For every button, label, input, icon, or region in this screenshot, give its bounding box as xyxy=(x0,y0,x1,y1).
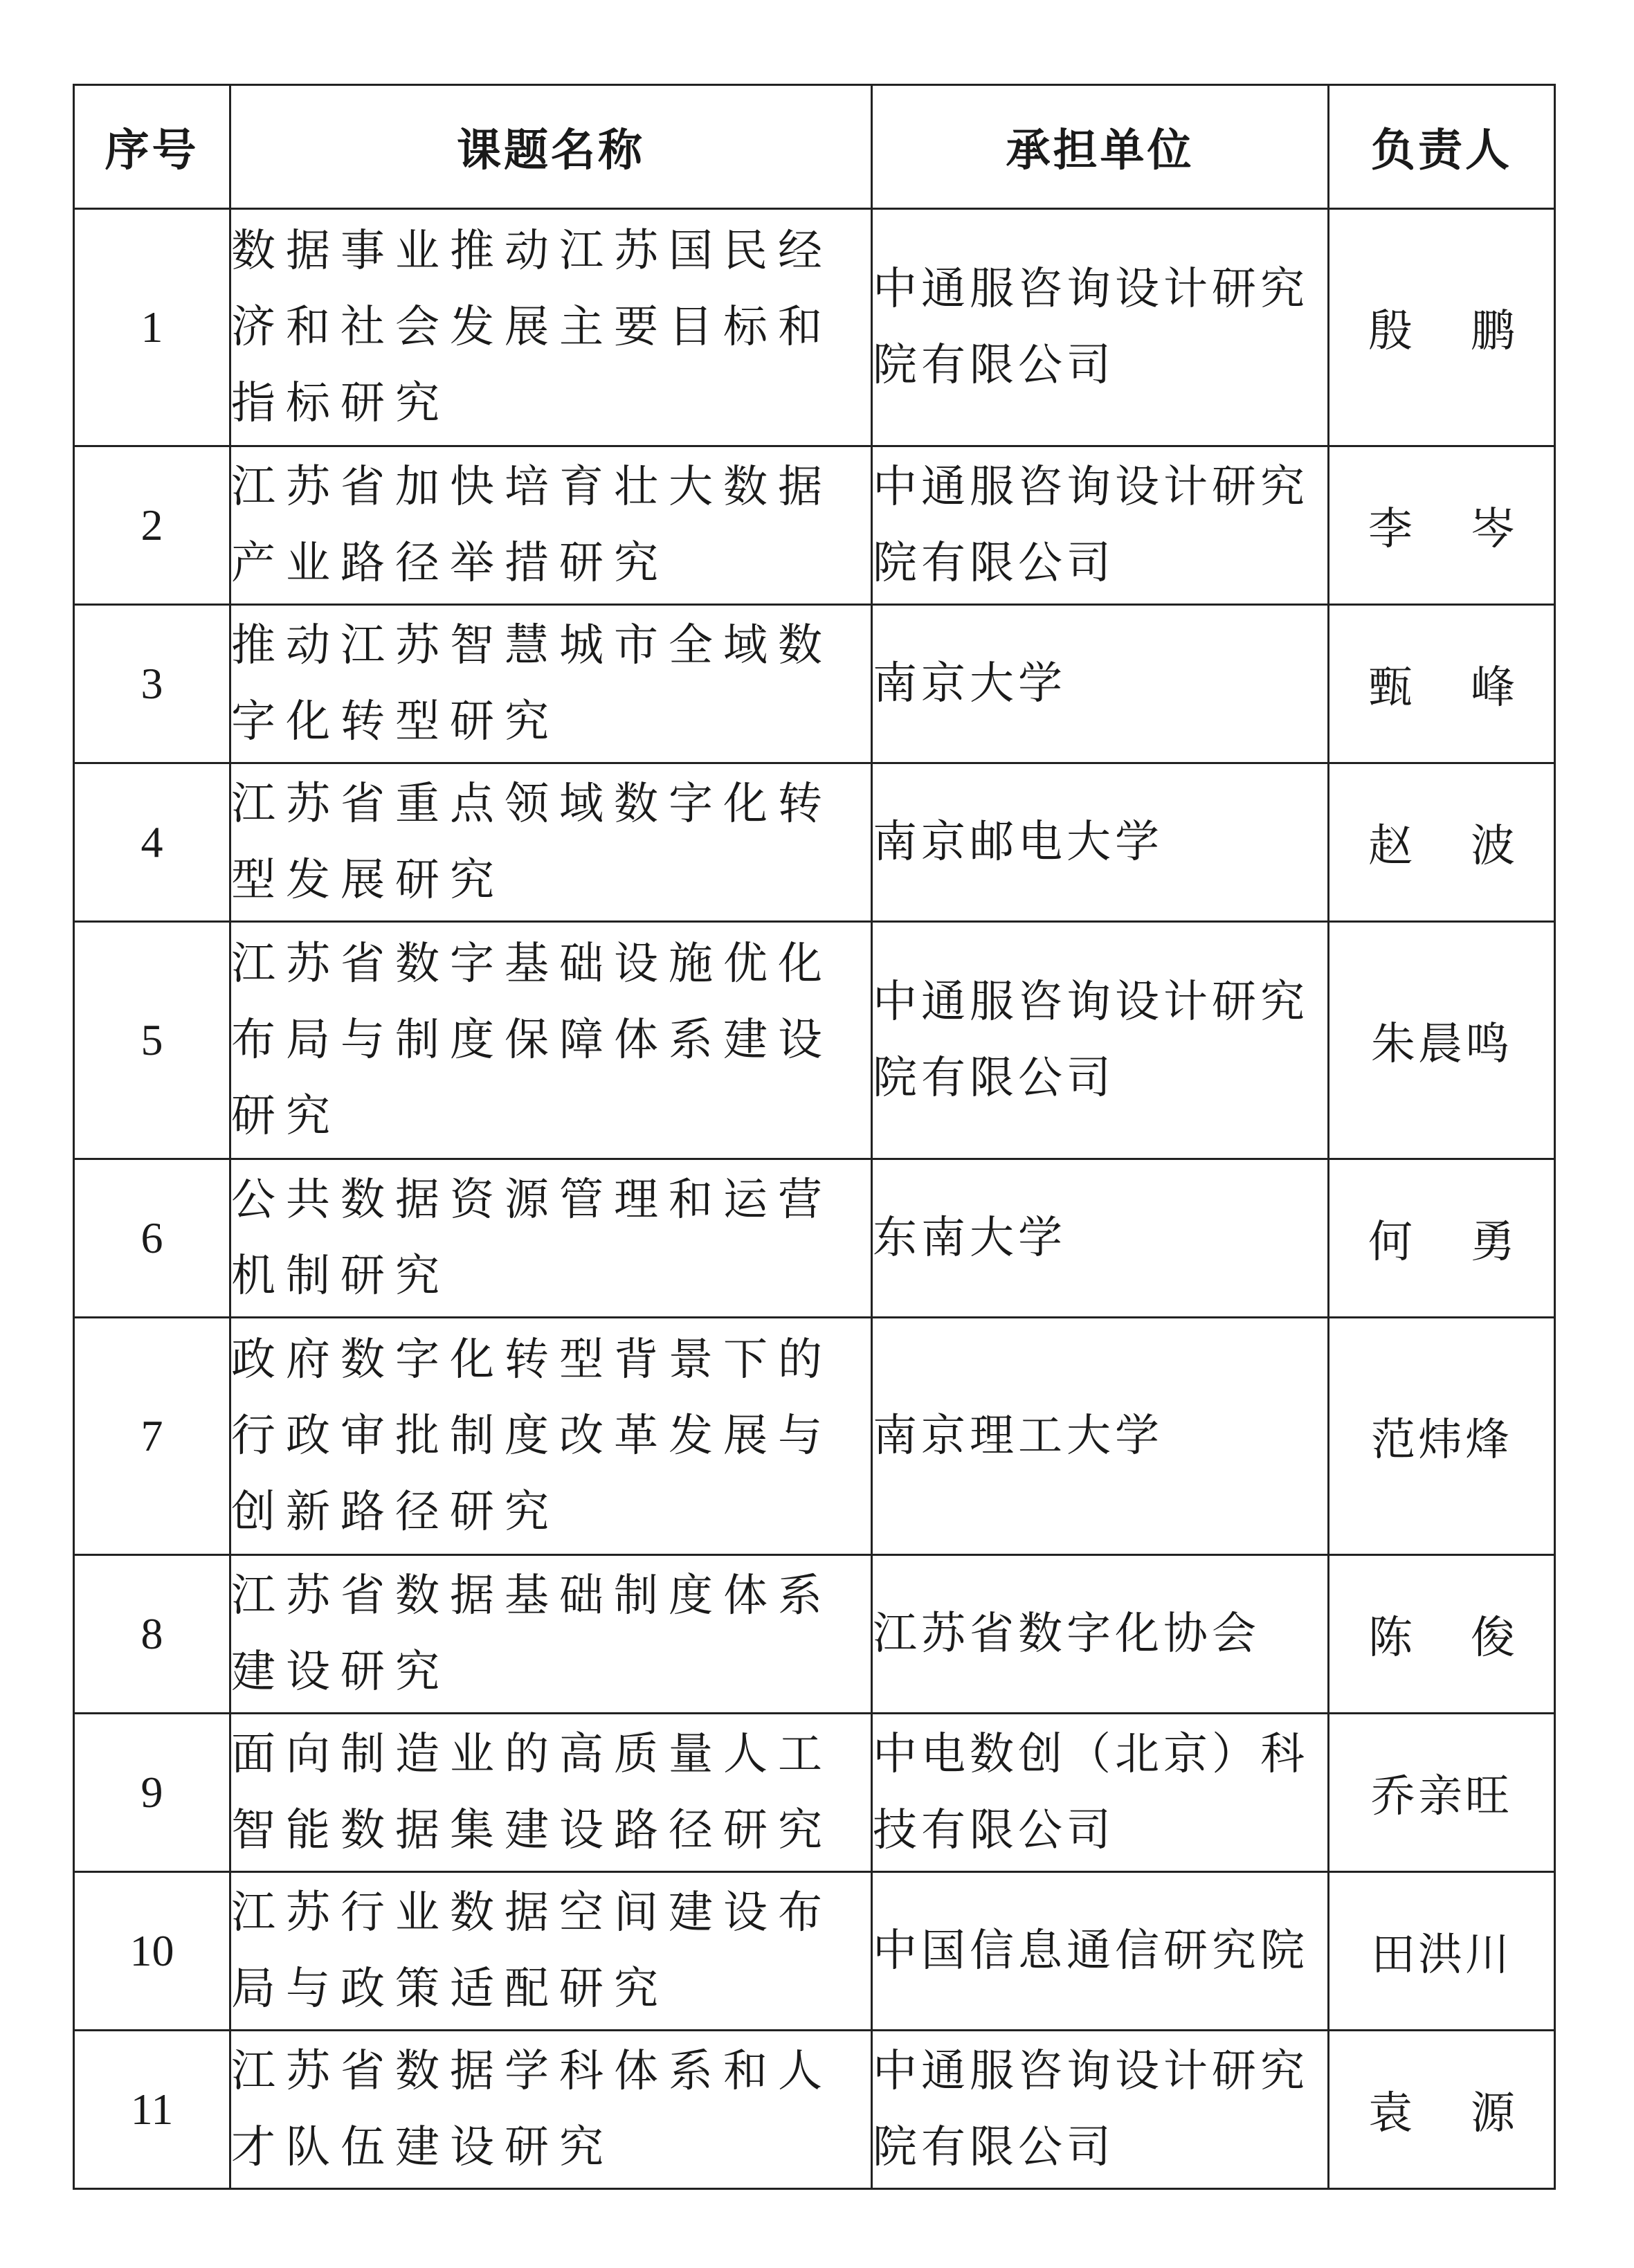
row-unit: 南京理工大学 xyxy=(872,1318,1329,1555)
row-title: 推动江苏智慧城市全域数字化转型研究 xyxy=(230,605,872,763)
row-title: 江苏省数据基础制度体系建设研究 xyxy=(230,1555,872,1714)
row-unit: 南京邮电大学 xyxy=(872,763,1329,922)
table-row xyxy=(74,209,1555,446)
table-row xyxy=(74,1318,1555,1555)
row-title: 江苏省数据学科体系和人才队伍建设研究 xyxy=(230,2031,872,2189)
row-unit: 中通服咨询设计研究院有限公司 xyxy=(872,2031,1329,2189)
row-person: 赵波 xyxy=(1368,821,1573,872)
row-unit: 中通服咨询设计研究院有限公司 xyxy=(872,209,1329,446)
row-index: 9 xyxy=(74,1714,230,1872)
row-index: 8 xyxy=(74,1555,230,1714)
row-title: 公共数据资源管理和运营机制研究 xyxy=(230,1159,872,1318)
row-title: 数据事业推动江苏国民经济和社会发展主要目标和指标研究 xyxy=(230,209,872,446)
row-index: 10 xyxy=(74,1872,230,2031)
project-table xyxy=(73,84,1573,2190)
row-person-cell xyxy=(1329,1872,1555,2031)
row-person-cell xyxy=(1329,2031,1573,2189)
row-person-cell xyxy=(1329,763,1573,922)
row-title: 面向制造业的高质量人工智能数据集建设路径研究 xyxy=(230,1714,872,1872)
row-index: 5 xyxy=(74,922,230,1159)
row-person-cell xyxy=(1329,922,1555,1159)
row-person-cell xyxy=(1329,1318,1555,1555)
row-person: 殷鹏 xyxy=(1368,306,1573,357)
table-header-row xyxy=(74,85,1555,209)
row-person: 乔亲旺 xyxy=(1371,1771,1512,1822)
row-person-cell xyxy=(1329,1714,1555,1872)
table-row xyxy=(74,1714,1555,1872)
row-unit: 中通服咨询设计研究院有限公司 xyxy=(872,922,1329,1159)
table-row xyxy=(74,763,1555,922)
row-title: 江苏行业数据空间建设布局与政策适配研究 xyxy=(230,1872,872,2031)
row-index: 7 xyxy=(74,1318,230,1555)
row-unit: 南京大学 xyxy=(872,605,1329,763)
row-person: 李岑 xyxy=(1368,504,1573,555)
row-unit: 东南大学 xyxy=(872,1159,1329,1318)
table-row xyxy=(74,922,1555,1159)
row-title: 政府数字化转型背景下的行政审批制度改革发展与创新路径研究 xyxy=(230,1318,872,1555)
row-index: 3 xyxy=(74,605,230,763)
table-row xyxy=(74,1159,1555,1318)
table-row xyxy=(74,1555,1555,1714)
header-unit: 承担单位 xyxy=(872,85,1329,209)
row-index: 2 xyxy=(74,446,230,605)
row-index: 4 xyxy=(74,763,230,922)
row-unit: 中国信息通信研究院 xyxy=(872,1872,1329,2031)
row-title: 江苏省加快培育壮大数据产业路径举措研究 xyxy=(230,446,872,605)
row-unit: 中通服咨询设计研究院有限公司 xyxy=(872,446,1329,605)
row-person: 陈俊 xyxy=(1368,1613,1573,1664)
row-person: 甄峰 xyxy=(1368,662,1573,714)
row-person: 袁源 xyxy=(1368,2088,1573,2139)
row-person: 何勇 xyxy=(1368,1217,1573,1268)
row-unit: 中电数创（北京）科技有限公司 xyxy=(872,1714,1329,1872)
row-person-cell xyxy=(1329,1159,1573,1318)
row-person-cell xyxy=(1329,446,1573,605)
table-row xyxy=(74,605,1555,763)
row-person-cell xyxy=(1329,605,1573,763)
row-index: 11 xyxy=(74,2031,230,2189)
row-title: 江苏省重点领域数字化转型发展研究 xyxy=(230,763,872,922)
row-index: 6 xyxy=(74,1159,230,1318)
table-row xyxy=(74,2031,1555,2189)
table-row xyxy=(74,1872,1555,2031)
header-title: 课题名称 xyxy=(230,85,872,209)
row-person: 朱晨鸣 xyxy=(1371,1019,1512,1070)
row-person: 田洪川 xyxy=(1371,1930,1512,1981)
row-person: 范炜烽 xyxy=(1371,1415,1512,1466)
row-person-cell xyxy=(1329,1555,1573,1714)
row-index: 1 xyxy=(74,209,230,446)
table-row xyxy=(74,446,1555,605)
header-person: 负责人 xyxy=(1329,85,1555,209)
row-title: 江苏省数字基础设施优化布局与制度保障体系建设研究 xyxy=(230,922,872,1159)
row-unit: 江苏省数字化协会 xyxy=(872,1555,1329,1714)
row-person-cell xyxy=(1329,209,1573,446)
header-index: 序号 xyxy=(74,85,230,209)
